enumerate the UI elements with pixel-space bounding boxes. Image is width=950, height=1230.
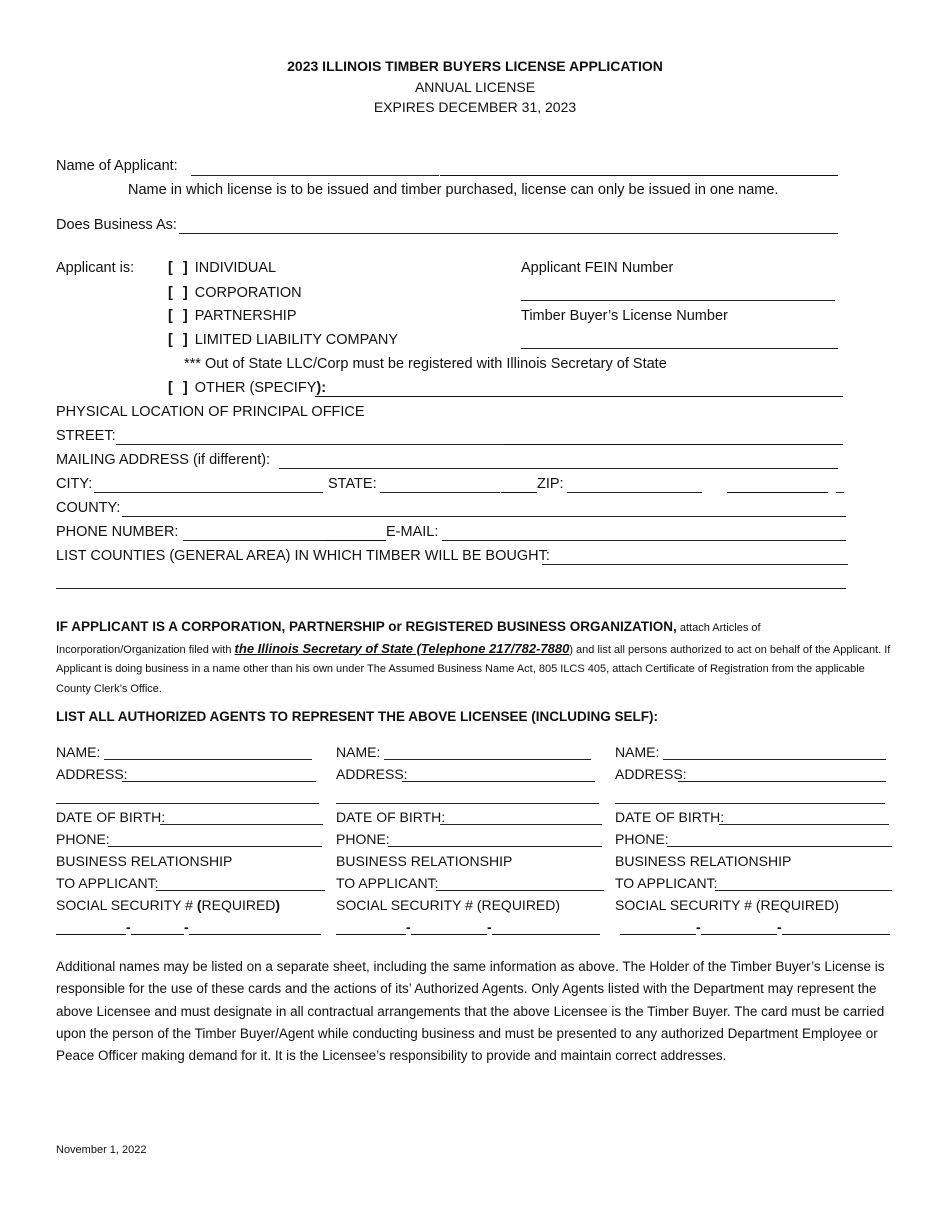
agents-heading: LIST ALL AUTHORIZED AGENTS TO REPRESENT THE ABOVE LICENSEE (INCLUDING SELF):	[56, 709, 659, 724]
zip-line-b[interactable]	[727, 492, 828, 493]
dba-label: Does Business As:	[56, 217, 177, 233]
applicant-name-line-b[interactable]	[440, 175, 838, 176]
checkbox-corporation[interactable]	[168, 285, 302, 301]
license-number-line[interactable]	[521, 348, 838, 349]
license-number-label: Timber Buyer’s License Number	[521, 308, 728, 324]
agent-2-ssn-dash-2: -	[487, 919, 492, 935]
type-partnership-label: PARTNERSHIP	[194, 308, 297, 324]
terms-paragraph: Additional names may be listed on a separate sheet, including the same information as above. The Holder of the Timber Buyer’s License is responsible for the use of these cards and the actions of its’ Authorized Agents. Only Agents listed with the Department may represent the above Licensee and must designate in all contractual arrangements that the above Licensee is the Timber Buyer. The card must be carried upon the person of the Timber Buyer/Agent while conducting business and must be presented to any authorized Department Employee or Peace Officer making demand for it. It is the Licensee’s responsibility to provide and maintain correct addresses.	[56, 959, 885, 1064]
applicant-name-label: Name of Applicant:	[56, 158, 178, 174]
fein-label: Applicant FEIN Number	[521, 260, 674, 276]
agent-3-ssn-label: SOCIAL SECURITY # (REQUIRED)	[615, 897, 840, 913]
street-label: STREET:	[56, 428, 116, 444]
agent-1-relationship-label: BUSINESS RELATIONSHIP	[56, 853, 233, 869]
agent-1-ssn-line-b[interactable]	[131, 934, 184, 935]
counties-line-c[interactable]	[728, 588, 846, 589]
state-line-a[interactable]	[380, 492, 500, 493]
checkbox-individual[interactable]	[168, 260, 276, 276]
applicant-name-note: Name in which license is to be issued and timber purchased, license can only be issued in one name.	[128, 182, 779, 198]
agent-3-ssn-dash-2: -	[777, 919, 782, 935]
type-corporation-label: CORPORATION	[194, 285, 302, 301]
agent-3-dob-label: DATE OF BIRTH:	[615, 809, 725, 825]
county-label: COUNTY:	[56, 500, 121, 516]
agent-2-ssn-line-a[interactable]	[336, 934, 406, 935]
checkbox-partnership[interactable]	[168, 308, 297, 324]
agent-1-ssn-required: REQUIRED	[201, 897, 276, 913]
fein-line[interactable]	[521, 300, 835, 301]
checkbox-glyph: [ ]	[168, 332, 191, 348]
agent-1-ssn-label	[56, 897, 280, 913]
agent-3-name-line[interactable]	[663, 759, 886, 760]
agent-1-ssn-paren-open: (	[196, 897, 202, 913]
agent-2-relationship-line[interactable]	[436, 890, 604, 891]
agent-1-name-line[interactable]	[104, 759, 312, 760]
agent-1-to-applicant-label: TO APPLICANT:	[56, 875, 159, 891]
agent-1-phone-label: PHONE:	[56, 831, 110, 847]
phone-line-b[interactable]	[326, 540, 386, 541]
agent-2-address-line[interactable]	[402, 781, 595, 782]
checkbox-glyph: [ ]	[168, 285, 191, 301]
county-line[interactable]	[122, 516, 846, 517]
mailing-address-label: MAILING ADDRESS (if different):	[56, 452, 271, 468]
corporation-notice-part1: attach Articles of Incorporation/Organization filed with	[56, 622, 761, 656]
agent-1-ssn-dash-1: -	[126, 919, 131, 935]
agent-2-ssn-dash-1: -	[406, 919, 411, 935]
agent-1-ssn-label-a: SOCIAL SECURITY #	[56, 897, 197, 913]
counties-label: LIST COUNTIES (GENERAL AREA) IN WHICH TIMBER WILL BE BOUGHT:	[56, 548, 550, 564]
agent-3-ssn-dash-1: -	[696, 919, 701, 935]
agent-1-name-label: NAME:	[56, 744, 101, 760]
agent-3-address-label: ADDRESS:	[615, 766, 687, 782]
checkbox-glyph: [ ]	[168, 308, 191, 324]
physical-location-heading: PHYSICAL LOCATION OF PRINCIPAL OFFICE	[56, 404, 365, 420]
agent-2-ssn-line-c[interactable]	[492, 934, 600, 935]
zip-line-c[interactable]	[836, 492, 844, 493]
type-llc-label: LIMITED LIABILITY COMPANY	[194, 332, 399, 348]
agent-2-address-label: ADDRESS:	[336, 766, 408, 782]
mailing-address-line[interactable]	[279, 468, 838, 469]
agent-3-address-line[interactable]	[678, 781, 886, 782]
agent-1-address-line[interactable]	[122, 781, 316, 782]
agent-3-to-applicant-label: TO APPLICANT:	[615, 875, 718, 891]
form-expiration: EXPIRES DECEMBER 31, 2023	[373, 99, 577, 115]
agent-3-dob-line[interactable]	[719, 824, 889, 825]
agent-3-relationship-label: BUSINESS RELATIONSHIP	[615, 853, 792, 869]
agent-1-address-label: ADDRESS:	[56, 766, 128, 782]
city-line[interactable]	[94, 492, 323, 493]
agent-1-phone-line[interactable]	[108, 846, 322, 847]
type-other-label: OTHER (SPECIFY	[194, 380, 317, 396]
agent-3-ssn-line-a[interactable]	[620, 934, 696, 935]
zip-label: ZIP:	[537, 476, 564, 492]
agent-2-name-label: NAME:	[336, 744, 381, 760]
form-title: 2023 ILLINOIS TIMBER BUYERS LICENSE APPLICATION	[287, 58, 663, 74]
type-other-label-end: ):	[316, 380, 327, 396]
street-line-b[interactable]	[504, 444, 843, 445]
state-line-b[interactable]	[501, 492, 537, 493]
email-line[interactable]	[442, 540, 846, 541]
agent-3-phone-label: PHONE:	[615, 831, 669, 847]
agent-1-dob-label: DATE OF BIRTH:	[56, 809, 166, 825]
counties-line-b[interactable]	[56, 588, 728, 589]
agent-2-name-line[interactable]	[384, 759, 591, 760]
agent-3-relationship-line[interactable]	[715, 890, 892, 891]
agent-3-ssn-line-c[interactable]	[782, 934, 890, 935]
checkbox-glyph: [ ]	[168, 260, 191, 276]
form-subtitle: ANNUAL LICENSE	[414, 79, 536, 95]
agent-1-ssn-line-c[interactable]	[189, 934, 321, 935]
applicant-type-label: Applicant is:	[56, 260, 135, 276]
phone-number-label: PHONE NUMBER:	[56, 524, 179, 540]
agent-3-phone-line[interactable]	[667, 846, 892, 847]
agent-3-address-line-2[interactable]	[615, 803, 885, 804]
agent-2-phone-label: PHONE:	[336, 831, 390, 847]
agent-1-address-line-2[interactable]	[56, 803, 319, 804]
agent-1-relationship-line[interactable]	[156, 890, 325, 891]
agent-2-ssn-line-b[interactable]	[411, 934, 487, 935]
email-label: E-MAIL:	[386, 524, 439, 540]
state-label: STATE:	[328, 476, 377, 492]
checkbox-llc[interactable]	[168, 332, 398, 348]
corporation-notice-lead: IF APPLICANT IS A CORPORATION, PARTNERSHIP or REGISTERED BUSINESS ORGANIZATION,	[56, 619, 677, 634]
agent-1-dob-line[interactable]	[160, 824, 323, 825]
checkbox-glyph: [ ]	[168, 380, 191, 396]
agent-3-ssn-line-b[interactable]	[701, 934, 777, 935]
agent-3-name-label: NAME:	[615, 744, 660, 760]
phone-line-a[interactable]	[183, 540, 326, 541]
agent-2-dob-label: DATE OF BIRTH:	[336, 809, 446, 825]
secretary-of-state-link[interactable]: the Illinois Secretary of State (Telephone 217/782-7880	[234, 640, 570, 656]
other-specify-line[interactable]	[315, 396, 843, 397]
agent-1-ssn-paren-close: )	[275, 897, 281, 913]
agent-1-ssn-dash-2: -	[184, 919, 189, 935]
counties-line-a[interactable]	[542, 564, 848, 565]
zip-line-a[interactable]	[567, 492, 702, 493]
dba-line[interactable]	[179, 233, 838, 234]
out-of-state-note: *** Out of State LLC/Corp must be registered with Illinois Secretary of State	[184, 356, 667, 372]
agent-2-phone-line[interactable]	[388, 846, 602, 847]
agent-2-relationship-label: BUSINESS RELATIONSHIP	[336, 853, 513, 869]
revision-date: November 1, 2022	[56, 1144, 147, 1156]
corporation-notice	[56, 617, 892, 699]
city-label: CITY:	[56, 476, 93, 492]
agent-2-to-applicant-label: TO APPLICANT:	[336, 875, 439, 891]
checkbox-other[interactable]	[168, 380, 326, 396]
street-line-a[interactable]	[116, 444, 504, 445]
corporation-notice-part2: ) and list all persons authorized to act on behalf of the Applicant. If Applicant is doing business in a name other than his own under The Assumed Business Name Act, 805 ILCS 405, attach Certificate of Registration from the applicable County Clerk’s Office.	[56, 643, 891, 695]
agent-2-address-line-2[interactable]	[336, 803, 599, 804]
agent-2-dob-line[interactable]	[440, 824, 602, 825]
applicant-name-line-a[interactable]	[191, 175, 439, 176]
agent-2-ssn-label: SOCIAL SECURITY # (REQUIRED)	[336, 897, 561, 913]
agent-1-ssn-line-a[interactable]	[56, 934, 126, 935]
type-individual-label: INDIVIDUAL	[194, 260, 277, 276]
